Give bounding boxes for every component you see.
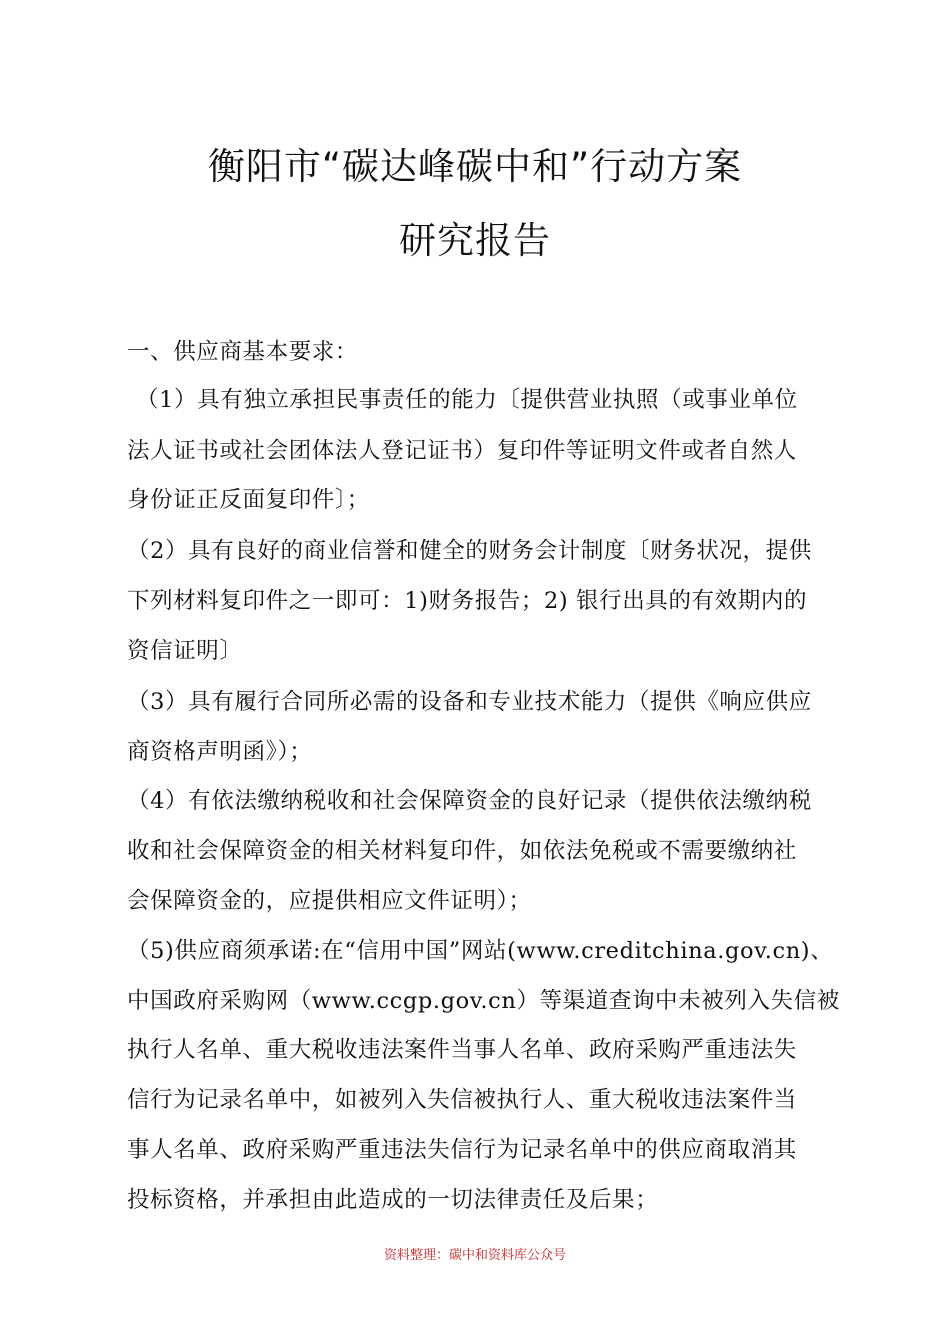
document-title-line-2: 研究报告	[399, 219, 551, 262]
paragraph-line: 法人证书或社会团体法人登记证书）复印件等证明文件或者自然人	[127, 438, 797, 464]
document-title-line-1: 衡阳市“碳达峰碳中和”行动方案	[207, 145, 743, 188]
paragraph-line: 商资格声明函》）；	[127, 739, 313, 765]
paragraph-line: 执行人名单、重大税收违法案件当事人名单、政府采购严重违法失	[127, 1037, 797, 1063]
paragraph-line: （1）具有独立承担民事责任的能力〔提供营业执照（或事业单位	[136, 387, 798, 413]
paragraph-line: 下列材料复印件之一即可：1)财务报告；2) 银行出具的有效期内的	[127, 588, 808, 614]
paragraph-line: 收和社会保障资金的相关材料复印件，如依法免税或不需要缴纳社	[127, 838, 797, 864]
paragraph-line: 会保障资金的，应提供相应文件证明）；	[127, 888, 532, 914]
paragraph-line: （4）有依法缴纳税收和社会保障资金的良好记录（提供依法缴纳税	[127, 788, 812, 814]
paragraph-line: 中国政府采购网（www.ccgp.gov.cn）等渠道查询中未被列入失信被	[127, 988, 840, 1014]
paragraph-line: 信行为记录名单中，如被列入失信被执行人、重大税收违法案件当	[127, 1087, 797, 1113]
paragraph-line: （2）具有良好的商业信誉和健全的财务会计制度〔财务状况，提供	[127, 538, 812, 564]
section-heading: 一、供应商基本要求：	[127, 339, 359, 365]
footer-note: 资料整理：碳中和资料库公众号	[383, 1248, 566, 1263]
paragraph-line: （3）具有履行合同所必需的设备和专业技术能力（提供《响应供应	[127, 689, 812, 715]
paragraph-line: 身份证正反面复印件〕；	[127, 487, 370, 513]
paragraph-line: 事人名单、政府采购严重违法失信行为记录名单中的供应商取消其	[127, 1137, 797, 1163]
paragraph-line: （5)供应商须承诺:在“信用中国”网站(www.creditchina.gov.cn)、	[127, 938, 834, 964]
paragraph-line: 投标资格，并承担由此造成的一切法律责任及后果；	[127, 1187, 659, 1213]
paragraph-line: 资信证明〕	[127, 638, 243, 664]
